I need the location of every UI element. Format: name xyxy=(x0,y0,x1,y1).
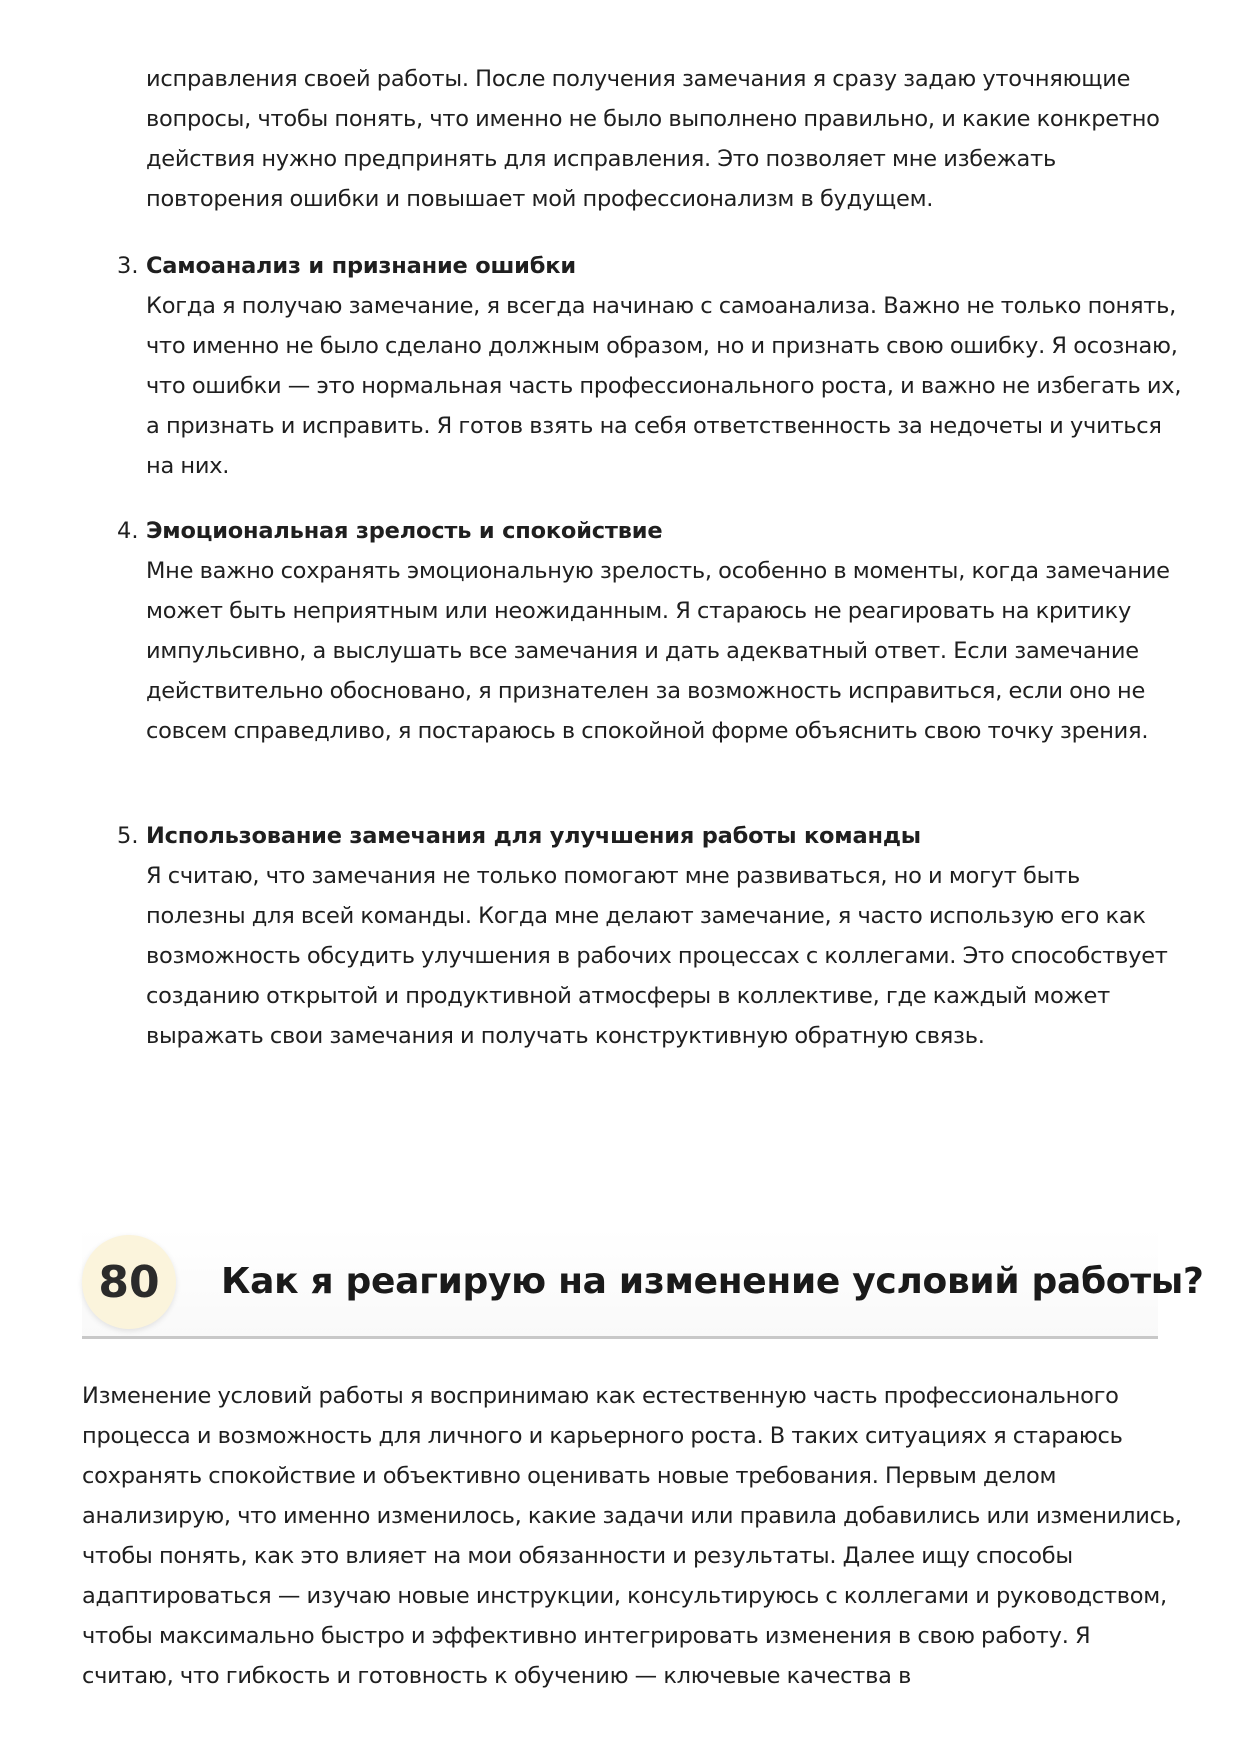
list-item-5 xyxy=(117,816,1182,1056)
list-item-body: Я считаю, что замечания не только помогают мне развиваться, но и могут быть полезны для всей команды. Когда мне делают замечание, я часто использую его как возможность обсудить улучшения в рабочих процессах с коллегами. Это способствует созданию открытой и продуктивной атмосферы в коллективе, где каждый может выражать свои замечания и получать конструктивную обратную связь. xyxy=(146,863,1168,1049)
list-item-body: Когда я получаю замечание, я всегда начинаю с самоанализа. Важно не только понять, что именно не было сделано должным образом, но и признать свою ошибку. Я осознаю, что ошибки — это нормальная часть профессионального роста, и важно не избегать их, а признать и исправить. Я готов взять на себя ответственность за недочеты и учиться на них. xyxy=(146,293,1182,479)
section-divider xyxy=(82,1336,1158,1339)
list-item-number: 3. xyxy=(117,253,139,279)
list-item-number: 5. xyxy=(117,823,139,849)
list-item-title: Самоанализ и признание ошибки xyxy=(146,253,576,279)
section-header xyxy=(82,1228,1204,1336)
list-item-title: Использование замечания для улучшения работы команды xyxy=(146,823,921,849)
list-item-number: 4. xyxy=(117,518,139,544)
section-title: Как я реагирую на изменение условий работы? xyxy=(221,1261,1204,1302)
item-2-continuation: исправления своей работы. После получения замечания я сразу задаю уточняющие вопросы, чтобы понять, что именно не было выполнено правильно, и какие конкретно действия нужно предпринять для исправления. Это позволяет мне избежать повторения ошибки и повышает мой профессионализм в будущем. xyxy=(146,66,1160,212)
question-number-badge: 80 xyxy=(82,1235,176,1329)
list-item-4 xyxy=(117,511,1182,751)
list-item-3 xyxy=(117,246,1182,486)
list-item-title: Эмоциональная зрелость и спокойствие xyxy=(146,518,663,544)
list-item-body: Мне важно сохранять эмоциональную зрелость, особенно в моменты, когда замечание может быть неприятным или неожиданным. Я стараюсь не реагировать на критику импульсивно, а выслушать все замечания и дать адекватный ответ. Если замечание действительно обосновано, я признателен за возможность исправиться, если оно не совсем справедливо, я постараюсь в спокойной форме объяснить свою точку зрения. xyxy=(146,558,1170,744)
section-body-text: Изменение условий работы я воспринимаю как естественную часть профессионального процесса и возможность для личного и карьерного роста. В таких ситуациях я стараюсь сохранять спокойствие и объективно оценивать новые требования. Первым делом анализирую, что именно изменилось, какие задачи или правила добавились или изменились, чтобы понять, как это влияет на мои обязанности и результаты. Далее ищу способы адаптироваться — изучаю новые инструкции, консультируюсь с коллегами и руководством, чтобы максимально быстро и эффективно интегрировать изменения в свою работу. Я считаю, что гибкость и готовность к обучению — ключевые качества в xyxy=(82,1383,1182,1689)
